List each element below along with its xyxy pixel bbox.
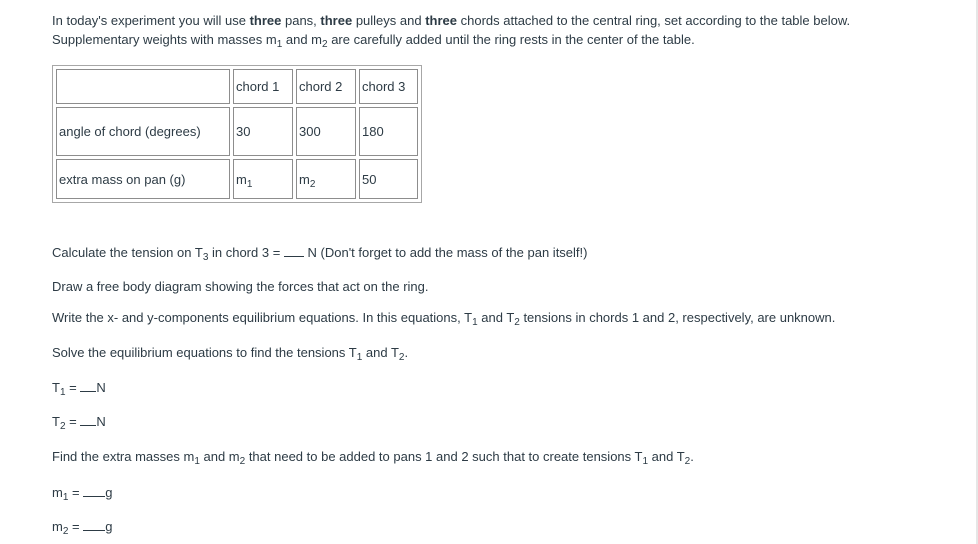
- table-cell: $m_1$: [233, 159, 293, 199]
- table-cell: 30: [233, 107, 293, 156]
- answer-blank: [80, 381, 96, 392]
- table-header-cell: chord 1: [233, 69, 293, 104]
- table-cell: $m_2$: [296, 159, 356, 199]
- table-cell: 180: [359, 107, 418, 156]
- answer-m1: $m_1 = g$: [52, 485, 113, 503]
- question-extra-masses: Find the extra masses $m_1$ and $m_2$ that need to be added to pans 1 and 2 such that to create tensions $T_1$ and $T_2$.: [52, 449, 694, 467]
- question-free-body-diagram: Draw a free body diagram showing the forces that act on the ring.: [52, 279, 429, 294]
- answer-blank: [284, 246, 304, 257]
- chord-settings-table: [52, 65, 422, 203]
- table-row: [56, 107, 418, 156]
- intro-line-2: Supplementary weights with masses $m_1$ and $m_2$ are carefully added until the ring rests in the center of the table.: [52, 32, 695, 50]
- answer-m2: $m_2 = g$: [52, 519, 113, 537]
- table-header-cell: chord 3: [359, 69, 418, 104]
- question-tension-t3: Calculate the tension on $T_3$ in chord 3 = N (Don't forget to add the mass of the pan itself!): [52, 245, 588, 263]
- question-solve-tensions: Solve the equilibrium equations to find the tensions $T_1$ and $T_2$.: [52, 345, 409, 363]
- answer-t1: $T_1 = N$: [52, 380, 106, 398]
- table-row: [56, 159, 418, 199]
- table-row-label: angle of chord (degrees): [56, 107, 230, 156]
- table-row: [56, 69, 418, 104]
- intro-line-1: In today's experiment you will use three pans, three pulleys and three chords attached to the central ring, set according to the table below.: [52, 13, 851, 28]
- table-cell: 300: [296, 107, 356, 156]
- question-equilibrium-equations: Write the x- and y-components equilibrium equations. In this equations, $T_1$ and $T_2$ tensions in chords 1 and 2, respectively, are unknown.: [52, 310, 836, 328]
- table-header-cell: [56, 69, 230, 104]
- table-header-cell: chord 2: [296, 69, 356, 104]
- answer-blank: [80, 415, 96, 426]
- table-cell: 50: [359, 159, 418, 199]
- answer-blank: [83, 486, 105, 497]
- answer-t2: $T_2 = N$: [52, 414, 106, 432]
- table-row-label: extra mass on pan (g): [56, 159, 230, 199]
- answer-blank: [83, 520, 105, 531]
